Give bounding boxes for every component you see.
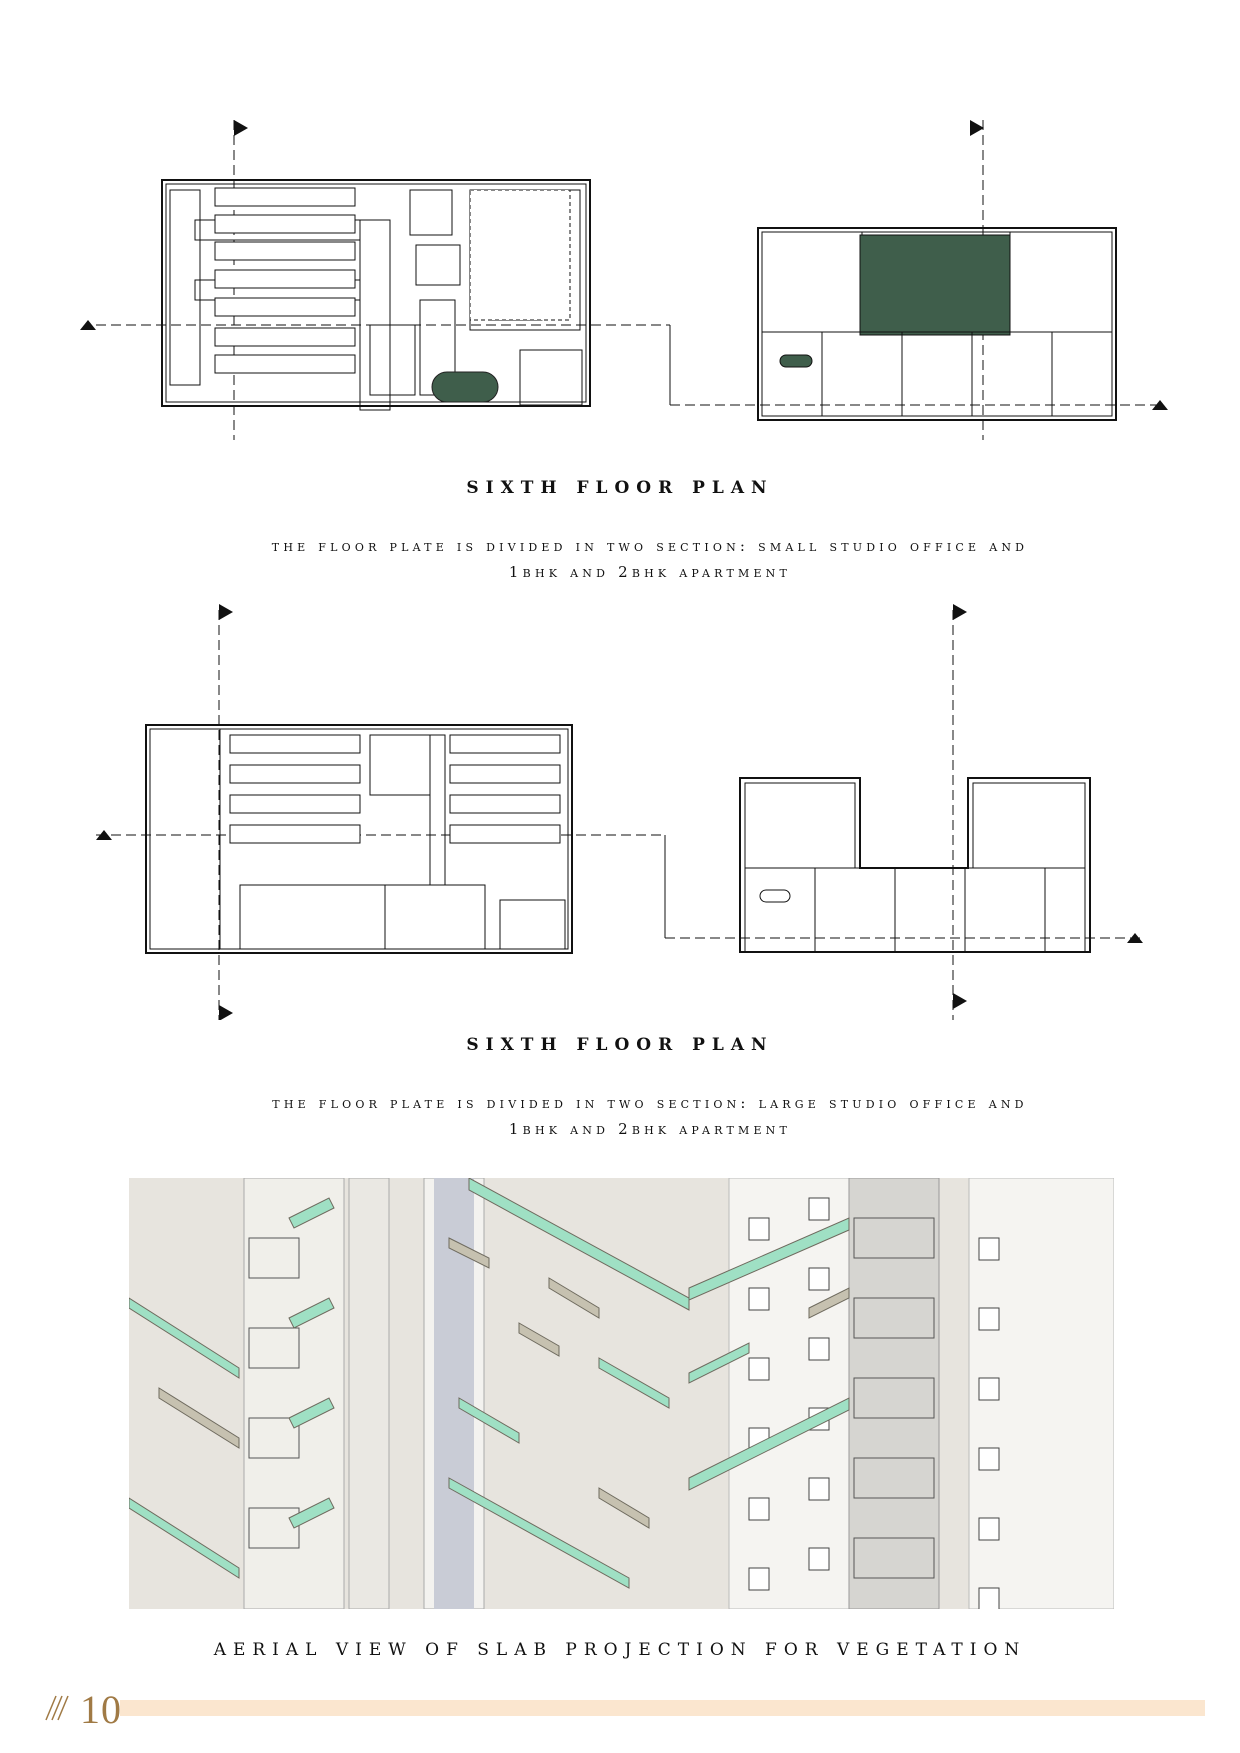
aerial-view-image [129,1178,1114,1609]
floor-plan-2 [0,600,1240,1020]
floor-plan-2-description-line-2: 1bhk and 2bhk apartment [508,1120,792,1138]
floor-plan-1-description-line-1: the floor plate is divided in two section: small studio office and [271,537,1029,555]
floor-plan-1-title: SIXTH FLOOR PLAN [466,478,774,498]
floor-plan-2-drawing [0,600,1240,1020]
aerial-view-illustration [129,1178,1114,1609]
page-number: 10 [80,1687,122,1732]
footer-band [120,1700,1205,1716]
floor-plan-2-description-line-1: the floor plate is divided in two section: large studio office and [272,1094,1028,1112]
floor-plan-1-drawing [0,110,1240,440]
floor-plan-1 [0,110,1240,440]
page-number-slashes-icon [36,1692,76,1722]
aerial-view-caption: AERIAL VIEW OF SLAB PROJECTION FOR VEGETATION [213,1640,1027,1660]
floor-plan-1-description-line-2: 1bhk and 2bhk apartment [508,563,792,581]
floor-plan-2-title: SIXTH FLOOR PLAN [466,1035,774,1055]
